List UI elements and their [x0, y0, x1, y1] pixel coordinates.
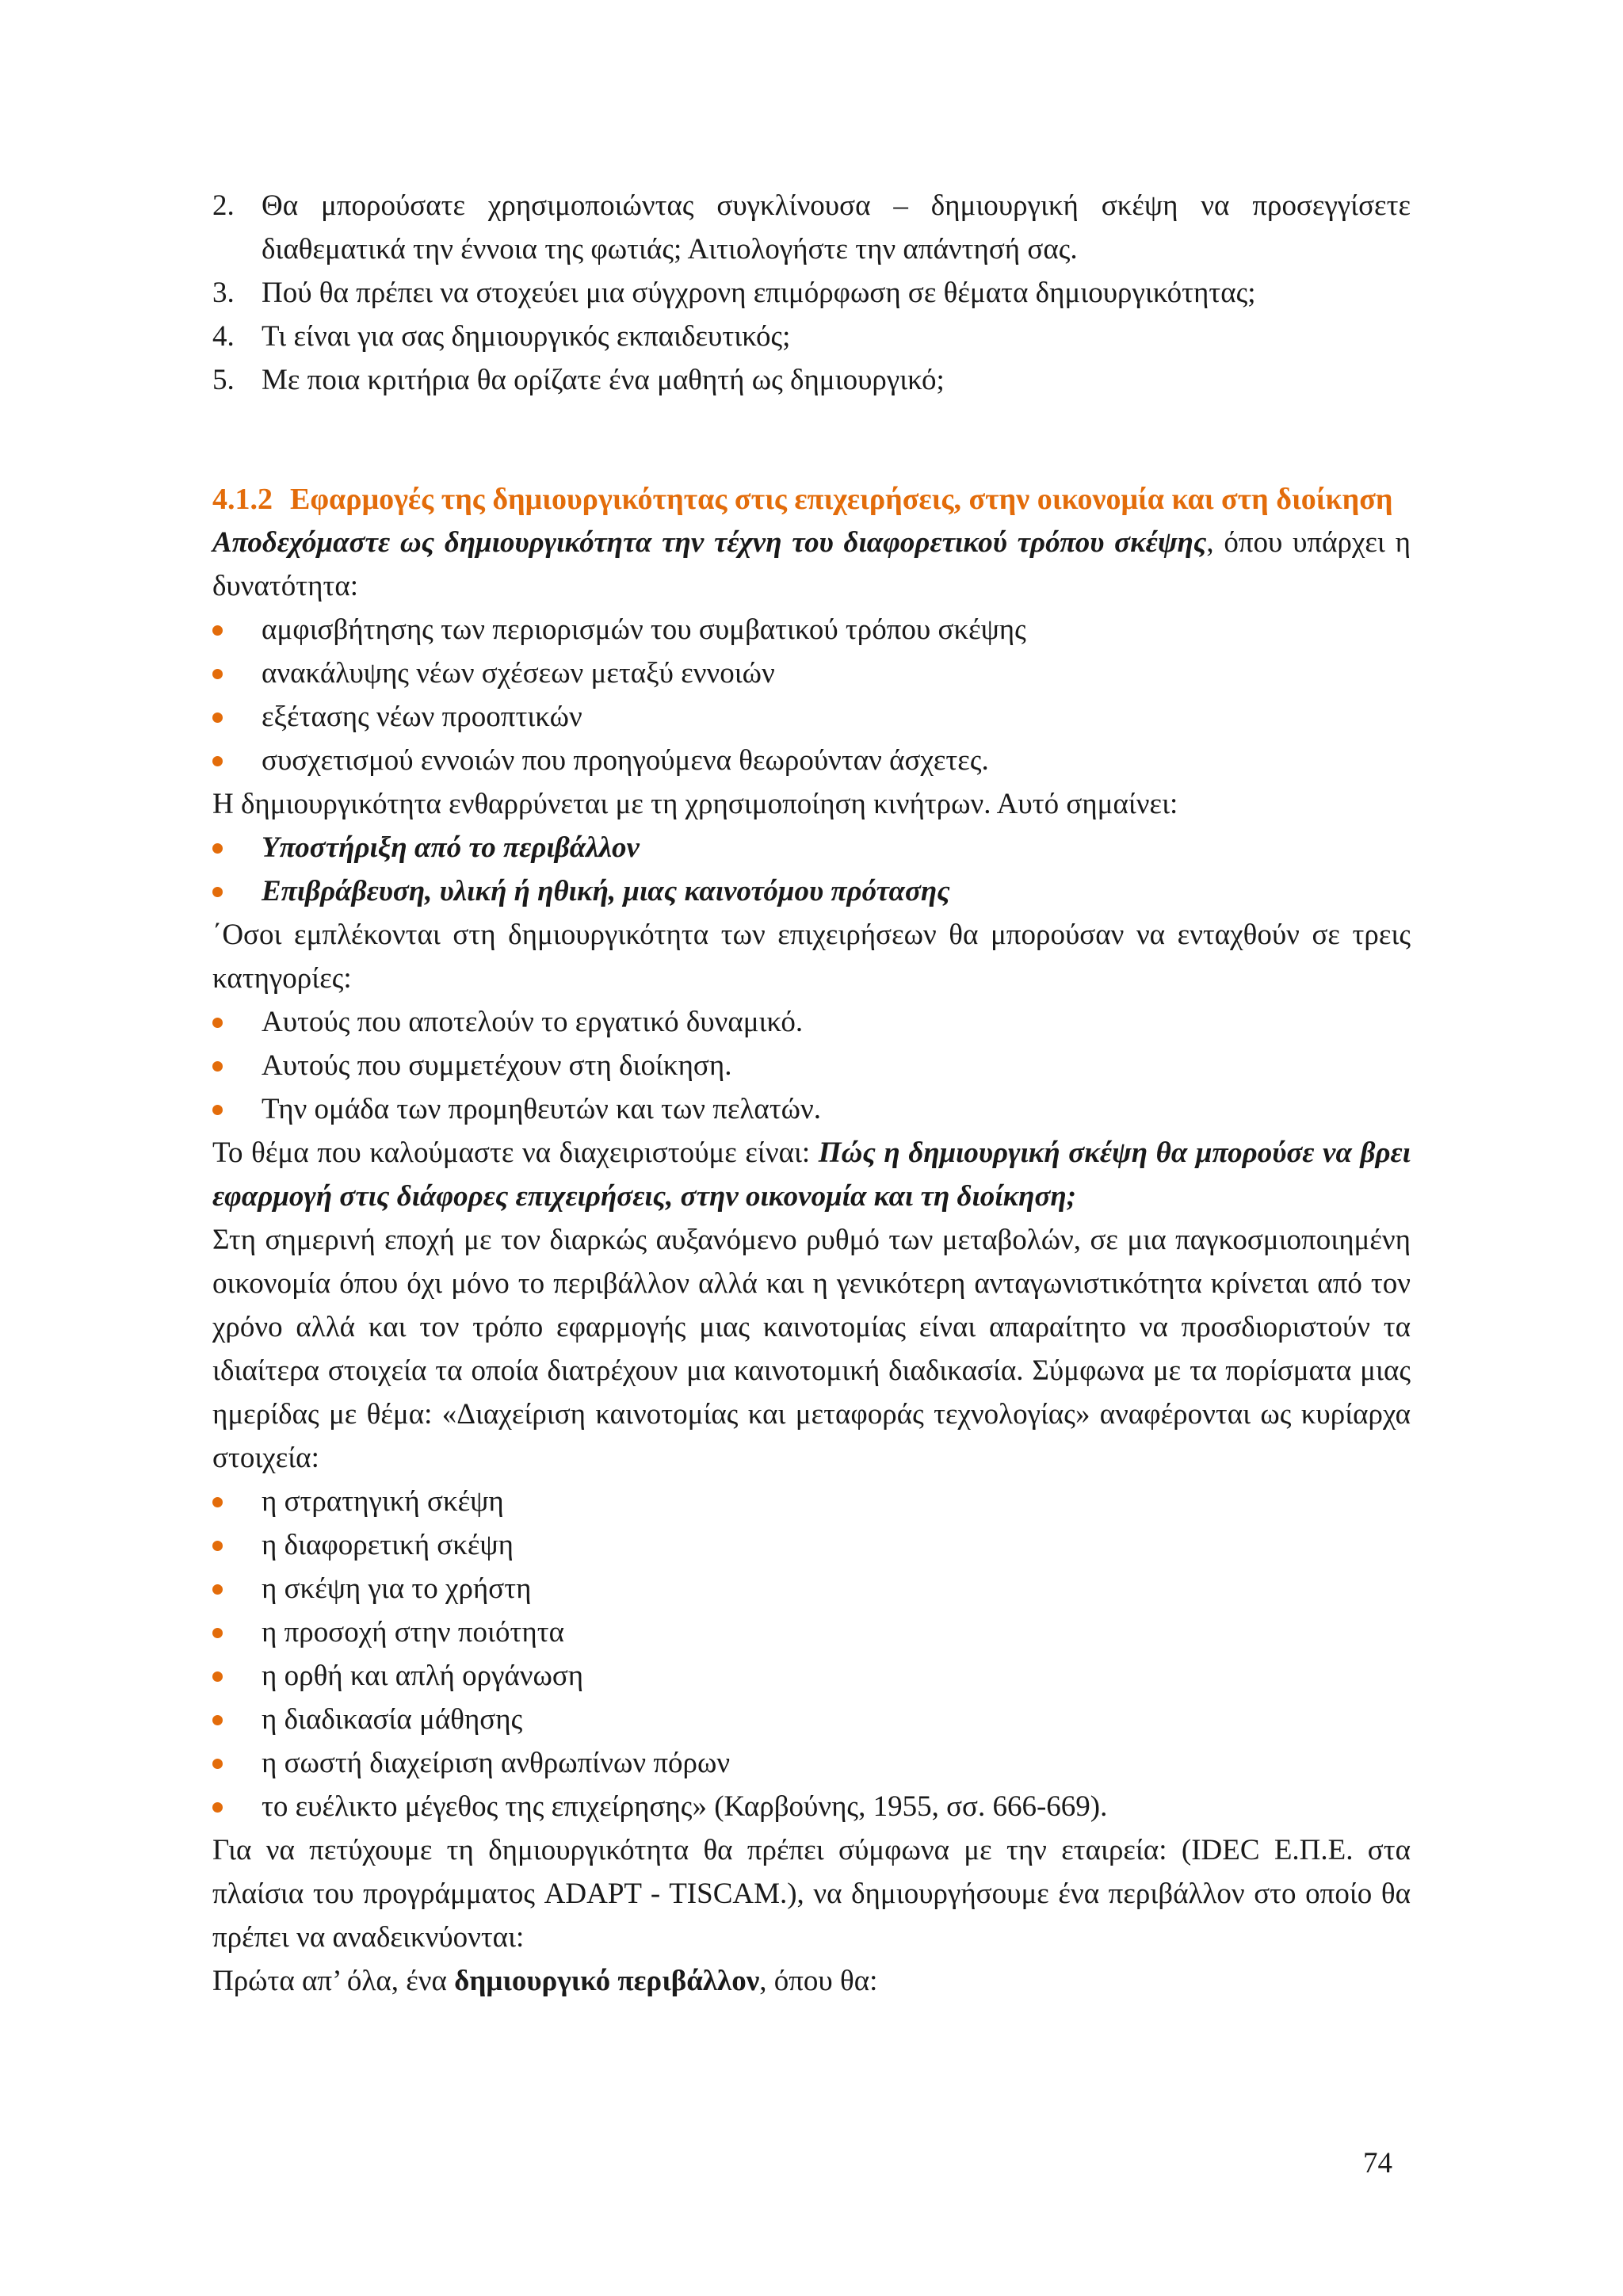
item-text: η στρατηγική σκέψη — [262, 1485, 504, 1518]
item-text: Υποστήριξη από το περιβάλλον — [262, 831, 640, 864]
bullet-icon — [212, 843, 223, 854]
elements-list — [212, 1480, 1411, 1828]
bullet-icon — [212, 1802, 223, 1813]
bullet-icon — [212, 712, 223, 723]
final-rest: , όπου θα: — [759, 1965, 878, 1997]
item-text: εξέτασης νέων προοπτικών — [262, 701, 582, 733]
bullet-icon — [212, 756, 223, 766]
list-item — [212, 1523, 1411, 1567]
item-text: Πού θα πρέπει να στοχεύει μια σύγχρονη επιμόρφωση σε θέματα δημιουργικότητας; — [262, 277, 1256, 309]
item-text: Την ομάδα των προμηθευτών και των πελατών. — [262, 1093, 822, 1125]
item-number: 5. — [212, 364, 235, 396]
list-item — [212, 1654, 1411, 1698]
item-text: αμφισβήτησης των περιορισμών του συμβατικού τρόπου σκέψης — [262, 613, 1026, 646]
final-lead: Πρώτα απ’ όλα, ένα — [212, 1965, 455, 1997]
bullet-icon — [212, 625, 223, 636]
item-text: η διαδικασία μάθησης — [262, 1703, 523, 1736]
item-text: Αυτούς που αποτελούν το εργατικό δυναμικό. — [262, 1006, 804, 1038]
list-item — [212, 358, 1411, 402]
list-item — [212, 315, 1411, 358]
section-spacer — [212, 402, 1411, 478]
list-item — [212, 1610, 1411, 1654]
topic-lead: Το θέμα που καλούμαστε να διαχειριστούμε είναι: — [212, 1137, 819, 1169]
topic-paragraph — [212, 1131, 1411, 1218]
involved-paragraph: ΄Οσοι εμπλέκονται στη δημιουργικότητα των επιχειρήσεων θα μπορούσαν να ενταχθούν σε τρεις κατηγορίες: — [212, 919, 1411, 995]
list-item — [212, 1698, 1411, 1741]
intro-rest: , όπου υπάρχει η δυνατότητα: — [212, 526, 1411, 602]
list-item — [212, 1044, 1411, 1087]
environment-paragraph: Για να πετύχουμε τη δημιουργικότητα θα πρέπει σύμφωνα με την εταιρεία: (IDEC Ε.Π.Ε. στα πλαίσια του προγράμματος ADAPT - TISCAM.), να δημιουργήσουμε ένα περιβάλλον στο οποίο θα πρέπει να αναδεικνύονται: — [212, 1834, 1411, 1954]
bullet-icon — [212, 1541, 223, 1551]
list-item — [212, 184, 1411, 271]
item-text: Επιβράβευση, υλική ή ηθική, μιας καινοτόμου πρότασης — [262, 875, 950, 907]
section-number: 4.1.2 — [212, 483, 273, 516]
item-number: 4. — [212, 320, 235, 353]
topic-question: Πώς η δημιουργική σκέψη θα μπορούσε να βρει εφαρμογή στις διάφορες επιχειρήσεις, στην οικονομία και τη διοίκηση; — [212, 1137, 1411, 1213]
page-number: 74 — [1363, 2147, 1392, 2179]
item-text: Θα μπορούσατε χρησιμοποιώντας συγκλίνουσα – δημιουργική σκέψη να προσεγγίσετε διαθεματικά την έννοια της φωτιάς; Αιτιολογήστε την απάντησή σας. — [262, 189, 1411, 266]
section-title: Εφαρμογές της δημιουργικότητας στις επιχειρήσεις, στην οικονομία και στη διοίκηση — [290, 483, 1393, 516]
list-item — [212, 826, 1411, 869]
bullet-icon — [212, 1061, 223, 1072]
bullet-icon — [212, 1671, 223, 1682]
list-item — [212, 1785, 1411, 1828]
item-text: ανακάλυψης νέων σχέσεων μεταξύ εννοιών — [262, 657, 775, 690]
list-item — [212, 1741, 1411, 1785]
list-item — [212, 869, 1411, 913]
item-text: το ευέλικτο μέγεθος της επιχείρησης» (Καρβούνης, 1955, σσ. 666-669). — [262, 1790, 1108, 1823]
item-text: Αυτούς που συμμετέχουν στη διοίκηση. — [262, 1049, 732, 1082]
item-text: η σωστή διαχείριση ανθρωπίνων πόρων — [262, 1747, 731, 1779]
list-item — [212, 739, 1411, 782]
item-text: Τι είναι για σας δημιουργικός εκπαιδευτικός; — [262, 320, 791, 353]
item-number: 2. — [212, 189, 235, 222]
item-text: η διαφορετική σκέψη — [262, 1529, 514, 1561]
bullet-icon — [212, 1715, 223, 1725]
context-paragraph: Στη σημερινή εποχή με τον διαρκώς αυξανόμενο ρυθμό των μεταβολών, σε μια παγκοσμιοποιημένη οικονομία όπου όχι μόνο το περιβάλλον αλλά και η γενικότερη ανταγωνιστικότητα κρίνεται από τον χρόνο αλλά και τον τρόπο εφαρμογής μιας καινοτομίας είναι απαραίτητο να προσδιοριστούν τα ιδιαίτερα στοιχεία τα οποία διατρέχουν μια καινοτομική διαδικασία. Σύμφωνα με τα πορίσματα μιας ημερίδας με θέμα: «Διαχείριση καινοτομίας και μεταφοράς τεχνολογίας» αναφέρονται ως κυρίαρχα στοιχεία: — [212, 1224, 1411, 1474]
questions-list — [212, 184, 1411, 402]
list-item — [212, 1480, 1411, 1523]
bullet-icon — [212, 1018, 223, 1028]
motivation-list — [212, 826, 1411, 913]
item-text: συσχετισμού εννοιών που προηγούμενα θεωρούνταν άσχετες. — [262, 744, 989, 777]
bullet-icon — [212, 1584, 223, 1595]
list-item — [212, 1000, 1411, 1044]
item-text: Με ποια κριτήρια θα ορίζατε ένα μαθητή ως δημιουργικό; — [262, 364, 945, 396]
motivation-paragraph: Η δημιουργικότητα ενθαρρύνεται με τη χρησιμοποίηση κινήτρων. Αυτό σημαίνει: — [212, 788, 1178, 820]
final-line — [212, 1959, 1411, 2003]
involved-list — [212, 1000, 1411, 1131]
possibilities-list — [212, 608, 1411, 782]
bullet-icon — [212, 887, 223, 897]
list-item — [212, 608, 1411, 651]
intro-paragraph — [212, 521, 1411, 608]
document-page — [212, 184, 1411, 2003]
bullet-icon — [212, 1105, 223, 1115]
final-emphasis: δημιουργικό περιβάλλον — [454, 1965, 760, 1997]
item-number: 3. — [212, 277, 235, 309]
section-heading — [212, 478, 1411, 521]
list-item — [212, 695, 1411, 739]
list-item — [212, 1567, 1411, 1610]
intro-emphasis: Αποδεχόμαστε ως δημιουργικότητα την τέχνη του διαφορετικού τρόπου σκέψης — [212, 526, 1207, 559]
bullet-icon — [212, 669, 223, 679]
bullet-icon — [212, 1497, 223, 1507]
list-item — [212, 271, 1411, 315]
bullet-icon — [212, 1628, 223, 1638]
list-item — [212, 651, 1411, 695]
item-text: η σκέψη για το χρήστη — [262, 1572, 532, 1605]
bullet-icon — [212, 1759, 223, 1769]
item-text: η ορθή και απλή οργάνωση — [262, 1660, 584, 1692]
item-text: η προσοχή στην ποιότητα — [262, 1616, 564, 1648]
list-item — [212, 1087, 1411, 1131]
